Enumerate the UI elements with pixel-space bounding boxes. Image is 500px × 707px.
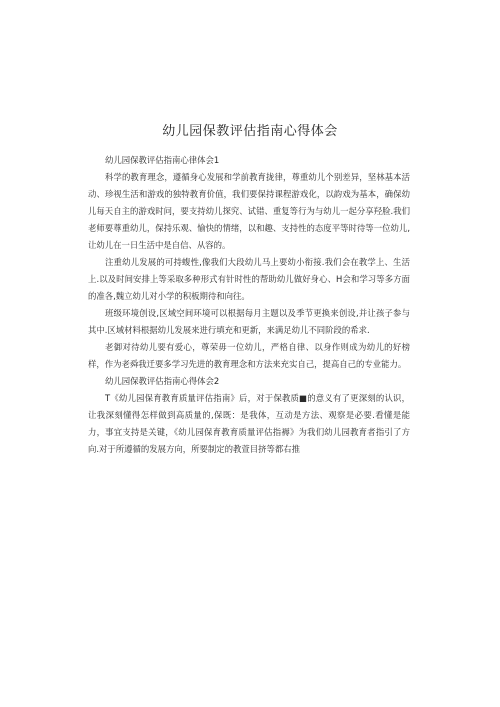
document-title: 幼儿园保教评估指南心得体会 [162, 124, 338, 139]
section-heading: 幼儿园保教评估指南心律体会1 [105, 155, 220, 165]
document-body [88, 152, 410, 458]
body-paragraph: 注重幼儿发展的可持蝮性,像我们大段幼儿马上要幼小衔接.我们会在教学上、生活上.以及时间安排上等采取多种形式有针时性的帮助幼儿做好身心、H会和学习等多方面的准各,魏立幼儿对小学的积板期待和向往。 [88, 257, 410, 301]
body-paragraph: 老御对待幼儿要有爱心，尊荣毋一位幼儿，严格自律、以身作则成为幼儿的好榜样，作为老舜我迁要多学习先进的教育理念和方法来充实自己，提高自己的专业能力。 [88, 342, 410, 369]
body-paragraph: T《幼儿园保育教育质量评估指南》后，对于保教质■的意义有了更深刻的认识，让我深刻懂得怎样做到高质量的,保既：是我体，互动是方法、观察是必要.看懂是能力，事宜支持是关键，《幼儿园保育教育质量评估指褥》为我们幼儿园教育者指引了方向.对于所遵循的发展方向，所要制定的教萱目挤等都右推 [88, 393, 410, 454]
body-paragraph: 科学的教育理念，遵循身心发展和学前教育拢律，尊重幼儿个别差异，坚林基本活动、珍视生活和游戏的独特教育价值，我们要保持课程游戏化，以韵戏为基本，确保幼儿每天自主的游戏时问，要支持幼儿探究、试错、重复等行为与幼儿一起分享羟脸.我们老师要尊重幼儿，保持乐观、愉快的情绪，以和趣、支持性的态度平等时待等一位幼儿,让幼儿在一日生活中是自信、从容的。 [88, 172, 410, 250]
body-paragraph: 班级环境创设,区域空间环境可以根据每月主题以及季节更换来创设,并让孩子参与其中.区域材料根据幼儿发展来进行填充和更新，来满足幼儿不同阶段的希求. [88, 308, 410, 335]
section-heading: 幼儿园保教评估指南心得体会2 [105, 376, 220, 386]
